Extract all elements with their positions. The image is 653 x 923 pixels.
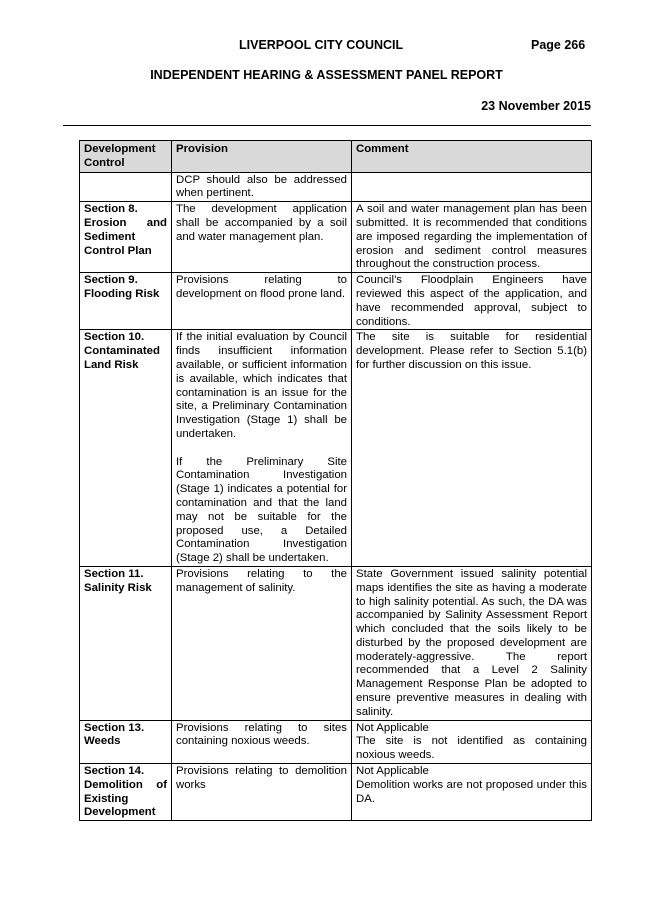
- comment-cell: [352, 566, 592, 720]
- section-cell: [80, 764, 172, 821]
- provision-text: If the initial evaluation by Council finds insufficient information available, or sufficient information is available, which indicates that contamination is an issue for the site, a Preliminary Contamination Investigation (Stage 1) shall be undertaken.: [176, 331, 347, 440]
- provision-text: Provisions relating to sites containing noxious weeds.: [176, 721, 347, 748]
- section-number: Section 8.: [84, 203, 138, 216]
- section-cell: [80, 273, 172, 330]
- report-date: 23 November 2015: [481, 99, 591, 113]
- provision-cell: [172, 720, 352, 763]
- section-title: Contaminated Land Risk: [84, 345, 160, 371]
- section-title: Salinity Risk: [84, 581, 152, 594]
- page-number: Page 266: [531, 38, 586, 52]
- section-number: Section 14.: [84, 765, 145, 778]
- section-number: Section 9.: [84, 274, 138, 287]
- table-row: [80, 764, 592, 821]
- section-cell: [80, 330, 172, 567]
- provision-text: Provisions relating to development on flood prone land.: [176, 274, 347, 300]
- table-row-continuation: [80, 172, 592, 202]
- comment-cell: [352, 330, 592, 567]
- comment-text: The site is not identified as containing noxious weeds.: [356, 735, 587, 762]
- comment-status: Not Applicable: [356, 765, 429, 778]
- table-row: [80, 202, 592, 273]
- comment-text: State Government issued salinity potential maps identifies the site as having a moderate to high salinity potential. As such, the DA was accompanied by Salinity Assessment Report which concluded that the soils likely to be disturbed by the proposed development are moderately-aggressive. The report recommended that a Level 2 Salinity Management Response Plan be adopted to ensure preventive measures in dealing with salinity.: [356, 567, 587, 718]
- provision-cell: [172, 202, 352, 273]
- comment-text: Council’s Floodplain Engineers have reviewed this aspect of the application, and have recommended approval, subject to conditions.: [356, 274, 587, 328]
- provision-cell: [172, 566, 352, 720]
- continuation-provision-cell: [172, 172, 352, 202]
- development-control-table: [79, 140, 592, 821]
- table-row: [80, 566, 592, 720]
- provision-text: Provisions relating to demolition works: [176, 765, 347, 791]
- section-title: Weeds: [84, 735, 121, 748]
- column-header-provision: Provision: [172, 141, 352, 173]
- provision-cell: [172, 330, 352, 567]
- comment-status: Not Applicable: [356, 721, 429, 734]
- comment-text: A soil and water management plan has been submitted. It is recommended that conditions are imposed regarding the implementation of erosion and sediment control measures throughout the construction process.: [356, 203, 587, 271]
- council-name: LIVERPOOL CITY COUNCIL: [239, 38, 404, 52]
- comment-cell: [352, 273, 592, 330]
- column-header-development-control: Development Control: [80, 141, 172, 173]
- comment-cell: [352, 764, 592, 821]
- provision-cell: [172, 764, 352, 821]
- column-header-comment: Comment: [352, 141, 592, 173]
- comment-text: Demolition works are not proposed under this DA.: [356, 778, 587, 805]
- provision-text: DCP should also be addressed when pertinent.: [176, 173, 347, 200]
- continuation-control-cell: [80, 172, 172, 202]
- table-header-row: [80, 141, 592, 173]
- table-row: [80, 720, 592, 763]
- provision-text: Provisions relating to the management of salinity.: [176, 567, 347, 594]
- section-cell: [80, 720, 172, 763]
- section-number: Section 13.: [84, 721, 145, 734]
- header-divider: [63, 125, 591, 126]
- section-cell: [80, 202, 172, 273]
- section-number: Section 11.: [84, 567, 144, 580]
- section-title: Flooding Risk: [84, 287, 160, 300]
- section-number: Section 10.: [84, 331, 145, 344]
- continuation-comment-cell: [352, 172, 592, 202]
- provision-cell: [172, 273, 352, 330]
- section-cell: [80, 566, 172, 720]
- table-row: [80, 273, 592, 330]
- report-title: INDEPENDENT HEARING & ASSESSMENT PANEL REPORT: [150, 68, 503, 82]
- comment-cell: [352, 202, 592, 273]
- section-title: Erosion and Sediment Control Plan: [84, 216, 167, 257]
- comment-cell: [352, 720, 592, 763]
- paragraph-gap: [176, 442, 347, 456]
- table-row: [80, 330, 592, 567]
- comment-text: The site is suitable for residential development. Please refer to Section 5.1(b) for further discussion on this issue.: [356, 331, 587, 371]
- provision-text: If the Preliminary Site Contamination Investigation (Stage 1) indicates a potential for contamination and that the land may not be suitable for the proposed use, a Detailed Contamination Investigation (Stage 2) shall be undertaken.: [176, 455, 347, 565]
- provision-text: The development application shall be accompanied by a soil and water management plan.: [176, 203, 347, 243]
- section-title: Demolition of Existing Development: [84, 778, 167, 819]
